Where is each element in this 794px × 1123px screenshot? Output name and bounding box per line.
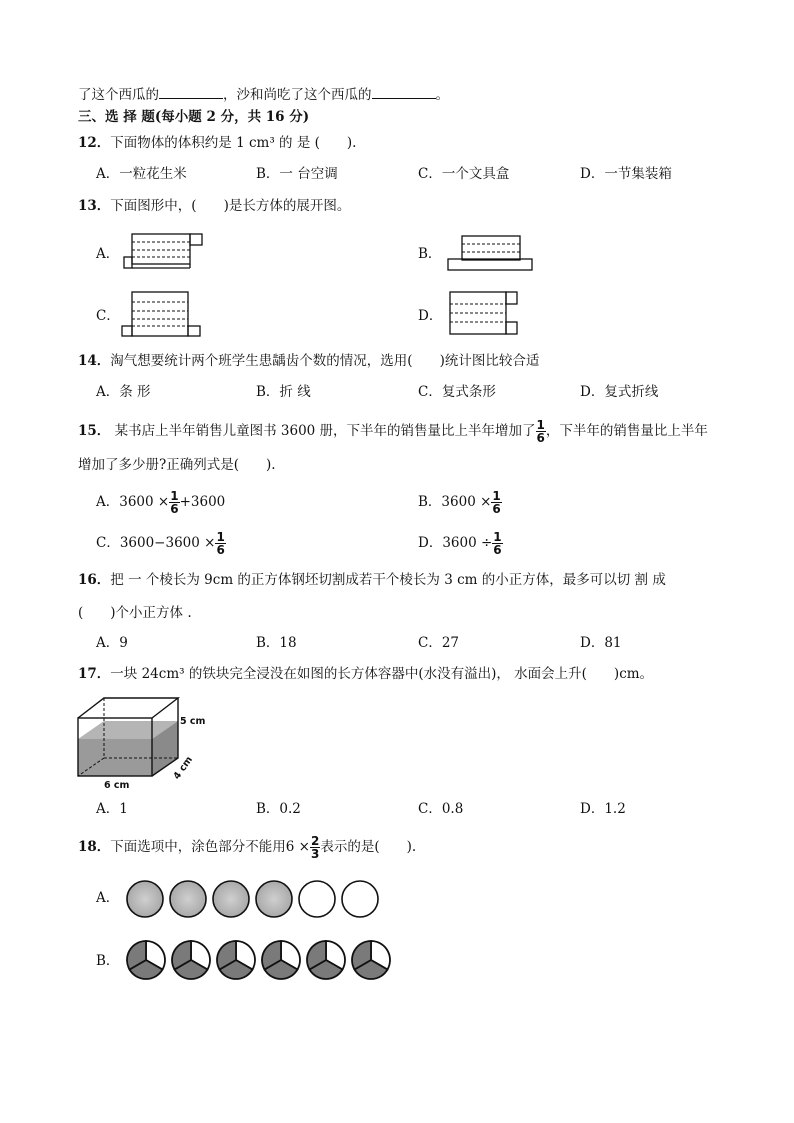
fraction-one-sixth: $\frac{1}{6}$ (170, 489, 179, 516)
question-text-cont: 表示的是( ). (320, 839, 417, 855)
q15-option-a[interactable]: A．3600 × $\frac{1}{6}$ +3600 (96, 489, 226, 516)
fraction-one-sixth: $\frac{1}{6}$ (216, 530, 225, 557)
net-figure-c (118, 290, 208, 340)
q16-option-d[interactable]: D．81 (580, 635, 622, 651)
question-text-cont: ，下半年的销售量比上半年 (545, 423, 708, 439)
height-label: 5 cm (180, 716, 206, 727)
q16-option-b[interactable]: B．18 (256, 635, 297, 651)
fraction-one-sixth: $\frac{1}{6}$ (492, 489, 501, 516)
q12-option-d[interactable]: D．一节集装箱 (580, 166, 672, 182)
q17-option-a[interactable]: A．1 (96, 801, 128, 817)
answer-blank-1[interactable] (159, 84, 223, 99)
fraction-one-sixth: $\frac{1}{6}$ (536, 418, 545, 445)
shaded-circle (256, 881, 292, 917)
question-text: 淘气想要统计两个班学生患龋齿个数的情况，选用( )统计图比较合适 (110, 353, 540, 369)
q16-option-c[interactable]: C．27 (418, 635, 460, 651)
question-number: 18． (78, 839, 111, 855)
q17-option-d[interactable]: D．1.2 (580, 801, 626, 817)
q14-option-d[interactable]: D．复式折线 (580, 384, 659, 400)
q13-option-a[interactable]: A． (96, 246, 120, 262)
empty-circle (342, 881, 378, 917)
q17-option-b[interactable]: B．0.2 (256, 801, 301, 817)
q18-option-a[interactable]: A． (96, 890, 120, 906)
question-text: 下面选项中，涂色部分不能用 (110, 839, 286, 855)
question-16-line2: ( )个小正方体 . (78, 605, 192, 621)
continuation-line (78, 84, 449, 104)
q12-option-a[interactable]: A．一粒花生米 (96, 166, 187, 182)
empty-circle (299, 881, 335, 917)
question-15 (78, 418, 708, 444)
question-number: 13． (78, 198, 111, 214)
q12-option-c[interactable]: C．一个文具盒 (418, 166, 510, 182)
question-12 (78, 134, 356, 152)
net-figure-d (442, 290, 526, 338)
expression: 6 × (285, 839, 310, 855)
continuation-text-3: 。 (435, 87, 449, 103)
question-text: 下面图形中，( )是长方体的展开图。 (110, 198, 351, 214)
q13-option-d[interactable]: D． (418, 308, 443, 324)
shaded-circle (213, 881, 249, 917)
fraction-one-sixth: $\frac{1}{6}$ (493, 530, 502, 557)
shaded-circle (127, 881, 163, 917)
width-label: 6 cm (104, 780, 130, 790)
q15-option-b[interactable]: B．3600 × $\frac{1}{6}$ (418, 489, 501, 516)
shaded-circle (170, 881, 206, 917)
q12-option-b[interactable]: B．一 台空调 (256, 166, 338, 182)
question-text: 下面物体的体积约是 1 cm³ 的 是 ( ). (110, 135, 357, 151)
q14-option-c[interactable]: C．复式条形 (418, 384, 496, 400)
q18-circles-a (124, 878, 384, 920)
question-18 (78, 834, 416, 860)
depth-label: 4 cm (171, 754, 196, 782)
question-16 (78, 571, 666, 589)
continuation-text-2: ，沙和尚吃了这个西瓜的 (223, 87, 372, 103)
q16-option-a[interactable]: A．9 (96, 635, 128, 651)
question-number: 12． (78, 135, 111, 151)
question-14 (78, 352, 539, 370)
q13-option-b[interactable]: B． (418, 246, 442, 262)
net-figure-a (122, 230, 206, 272)
question-number: 14． (78, 353, 111, 369)
fraction-two-thirds: $\frac{2}{3}$ (311, 834, 320, 861)
question-13 (78, 197, 350, 215)
q18-circles-b (124, 938, 394, 982)
cuboid-container-figure (74, 690, 214, 790)
question-text: 某书店上半年销售儿童图书 3600 册，下半年的销售量比上半年增加了 (114, 423, 536, 439)
q17-option-c[interactable]: C．0.8 (418, 801, 464, 817)
question-number: 17． (78, 666, 111, 682)
q14-option-b[interactable]: B．折 线 (256, 384, 311, 400)
section-title: 三、选 择 题(每小题 2 分，共 16 分) (78, 109, 310, 125)
q15-option-c[interactable]: C．3600−3600 × $\frac{1}{6}$ (96, 530, 225, 557)
q15-option-d[interactable]: D．3600 ÷ $\frac{1}{6}$ (418, 530, 502, 557)
question-number: 16． (78, 572, 111, 588)
question-17 (78, 665, 653, 683)
q14-option-a[interactable]: A．条 形 (96, 384, 151, 400)
question-number: 15． (78, 423, 111, 439)
continuation-text-1: 了这个西瓜的 (78, 87, 159, 103)
question-text: 把 一 个棱长为 9cm 的正方体钢坯切割成若干个棱长为 3 cm 的小正方体，最多可以切 割 成 (110, 572, 666, 588)
answer-blank-2[interactable] (372, 84, 436, 99)
q13-option-c[interactable]: C． (96, 308, 120, 324)
q18-option-b[interactable]: B． (96, 953, 120, 969)
question-text: 一块 24cm³ 的铁块完全浸没在如图的长方体容器中(水没有溢出)， 水面会上升( )cm。 (110, 666, 654, 682)
net-figure-b (446, 233, 536, 273)
question-15-line2: 增加了多少册?正确列式是( ). (78, 457, 276, 473)
